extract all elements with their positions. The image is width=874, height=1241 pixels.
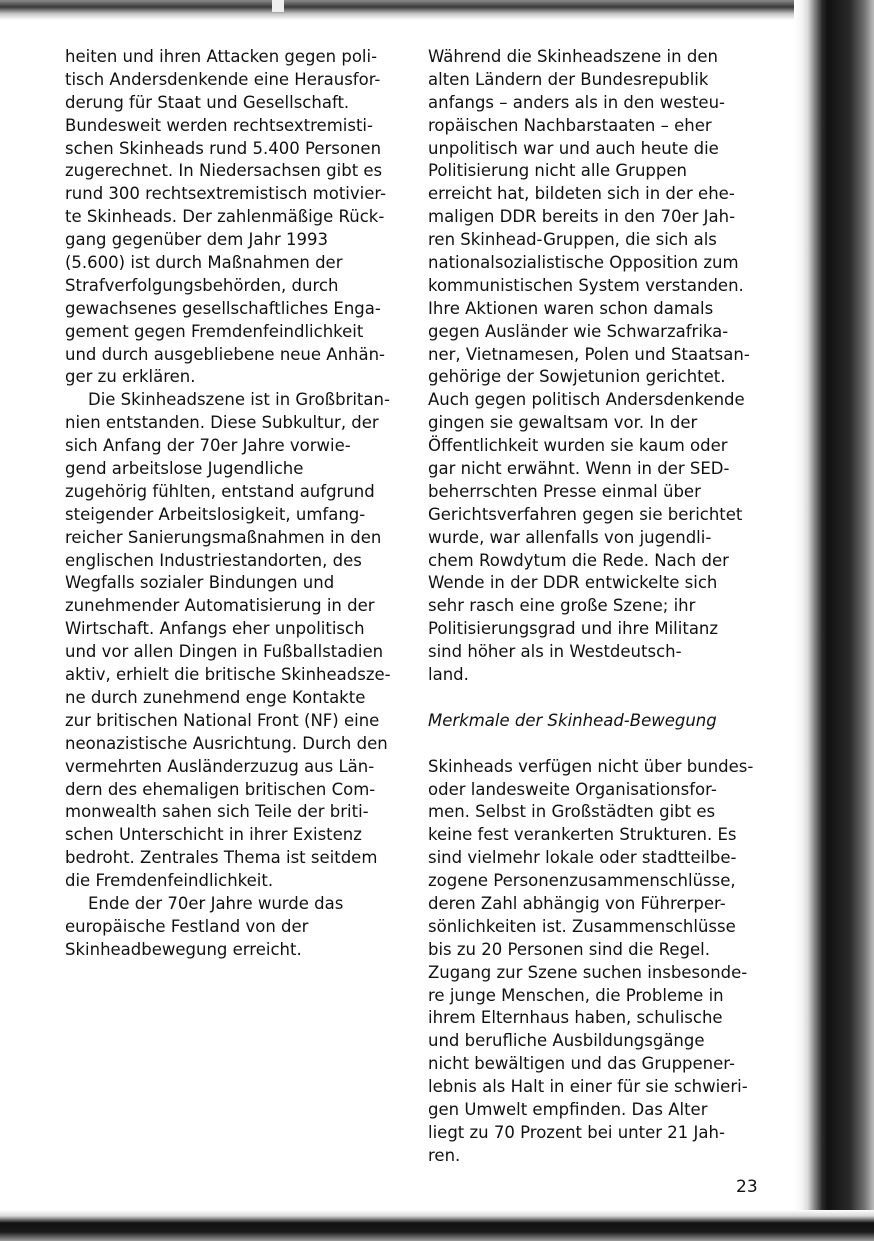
text-line: ren. [428, 1145, 461, 1165]
text-line: Wirtschaft. Anfangs eher unpolitisch [65, 619, 365, 639]
text-line: tisch Andersdenkende eine Herausfor- [65, 69, 381, 89]
text-line: gehörige der Sowjetunion gerichtet. [428, 367, 726, 387]
text-line: re junge Menschen, die Probleme in [428, 985, 724, 1005]
text-line: gen Umwelt empfinden. Das Alter [428, 1099, 708, 1119]
text-line: alten Ländern der Bundesrepublik [428, 69, 709, 89]
text-line: steigender Arbeitslosigkeit, umfang- [65, 504, 366, 524]
text-line: Politisierung nicht alle Gruppen [428, 161, 687, 181]
text-line: gar nicht erwähnt. Wenn in der SED- [428, 459, 730, 479]
text-line: rund 300 rechtsextremistisch motivier- [65, 184, 387, 204]
scan-border-bottom [0, 1210, 874, 1241]
text-line: Politisierungsgrad und ihre Militanz [428, 619, 719, 639]
text-line: ger zu erklären. [65, 367, 196, 387]
text-line: reicher Sanierungsmaßnahmen in den [65, 527, 382, 547]
text-line: vermehrten Ausländerzuzug aus Län- [65, 756, 375, 776]
text-line: schen Unterschicht in ihrer Existenz [65, 825, 362, 845]
text-line: sich Anfang der 70er Jahre vorwie- [65, 436, 351, 456]
text-line: ner, Vietnamesen, Polen und Staatsan- [428, 344, 750, 364]
text-line: ihrem Elternhaus haben, schulische [428, 1008, 723, 1028]
text-line: dern des ehemaligen britischen Com- [65, 779, 376, 799]
page-number: 23 [736, 1177, 758, 1197]
text-line: anfangs – anders als in den westeu- [428, 92, 725, 112]
text-line: kommunistischen System verstanden. [428, 275, 744, 295]
text-line: Wegfalls sozialer Bindungen und [65, 573, 335, 593]
text-line: zogene Personenzusammenschlüsse, [428, 871, 736, 891]
text-line: gewachsenes gesellschaftliches Enga- [65, 298, 381, 318]
text-line: und durch ausgebliebene neue Anhän- [65, 344, 386, 364]
text-line: Skinheads verfügen nicht über bundes- [428, 756, 754, 776]
text-line: ne durch zunehmend enge Kontakte [65, 687, 366, 707]
text-line: monwealth sahen sich Teile der briti- [65, 802, 369, 822]
left-column [65, 46, 400, 962]
blank-line [428, 733, 773, 756]
text-line: te Skinheads. Der zahlenmäßige Rück- [65, 207, 385, 227]
text-line: gegen Ausländer wie Schwarzafrika- [428, 321, 729, 341]
text-line: derung für Staat und Gesellschaft. [65, 92, 350, 112]
text-line: unpolitisch war und auch heute die [428, 138, 719, 158]
text-line: schen Skinheads rund 5.400 Personen [65, 138, 382, 158]
text-line: Die Skinheadszene ist in Großbritan- [88, 390, 390, 410]
text-line: nationalsozialistische Opposition zum [428, 253, 739, 273]
text-line: wurde, war allenfalls von jugendli- [428, 527, 712, 547]
text-line: men. Selbst in Großstädten gibt es [428, 802, 716, 822]
text-line: nicht bewältigen und das Gruppener- [428, 1054, 735, 1074]
text-line: die Fremdenfeindlichkeit. [65, 871, 274, 891]
right-column [428, 46, 773, 1168]
text-line: Während die Skinheadszene in den [428, 47, 718, 66]
text-line: Gerichtsverfahren gegen sie berichtet [428, 504, 743, 524]
text-line: maligen DDR bereits in den 70er Jah- [428, 207, 736, 227]
text-line: bis zu 20 Personen sind die Regel. [428, 939, 710, 959]
text-line: oder landesweite Organisationsfor- [428, 779, 717, 799]
text-line: gement gegen Fremdenfeindlichkeit [65, 321, 364, 341]
scan-border-right [794, 0, 874, 1241]
text-line: beherrschten Presse einmal über [428, 481, 701, 501]
text-line: deren Zahl abhängig von Führerper- [428, 893, 726, 913]
text-line: Öffentlichkeit wurden sie kaum oder [428, 436, 728, 456]
blank-line [428, 687, 773, 710]
text-line: gend arbeitslose Jugendliche [65, 459, 304, 479]
text-line: Ihre Aktionen waren schon damals [428, 298, 714, 318]
text-line: Ende der 70er Jahre wurde das [88, 893, 344, 913]
text-line: und berufliche Ausbildungsgänge [428, 1031, 705, 1051]
section-heading: Merkmale der Skinhead-Bewegung [428, 710, 717, 730]
text-line: europäische Festland von der [65, 916, 309, 936]
text-line: aktiv, erhielt die britische Skinheadsze- [65, 665, 391, 685]
text-line: heiten und ihren Attacken gegen poli- [65, 47, 378, 66]
text-line: englischen Industriestandorten, des [65, 550, 362, 570]
text-line: liegt zu 70 Prozent bei unter 21 Jah- [428, 1122, 725, 1142]
text-line: lebnis als Halt in einer für sie schwieri- [428, 1077, 748, 1097]
text-line: Bundesweit werden rechtsextremisti- [65, 115, 373, 135]
scan-border-top [0, 0, 874, 20]
text-line: (5.600) ist durch Maßnahmen der [65, 253, 343, 273]
text-line: ren Skinhead-Gruppen, die sich als [428, 230, 717, 250]
text-line: keine fest verankerten Strukturen. Es [428, 825, 737, 845]
text-line: sehr rasch eine große Szene; ihr [428, 596, 696, 616]
text-line: gang gegenüber dem Jahr 1993 [65, 230, 328, 250]
text-line: land. [428, 665, 469, 685]
text-line: chem Rowdytum die Rede. Nach der [428, 550, 729, 570]
text-line: zunehmender Automatisierung in der [65, 596, 375, 616]
text-line: sind höher als in Westdeutsch- [428, 642, 682, 662]
text-line: nien entstanden. Diese Subkultur, der [65, 413, 379, 433]
text-line: zur britischen National Front (NF) eine [65, 710, 380, 730]
text-line: neonazistische Ausrichtung. Durch den [65, 733, 388, 753]
text-line: und vor allen Dingen in Fußballstadien [65, 642, 384, 662]
text-line: bedroht. Zentrales Thema ist seitdem [65, 848, 378, 868]
text-line: erreicht hat, bildeten sich in der ehe- [428, 184, 735, 204]
text-line: ropäischen Nachbarstaaten – eher [428, 115, 712, 135]
text-line: zugerechnet. In Niedersachsen gibt es [65, 161, 383, 181]
text-line: sind vielmehr lokale oder stadtteilbe- [428, 848, 737, 868]
text-line: Zugang zur Szene suchen insbesonde- [428, 962, 748, 982]
text-line: Strafverfolgungsbehörden, durch [65, 275, 339, 295]
text-line: sönlichkeiten ist. Zusammenschlüsse [428, 916, 736, 936]
text-line: gingen sie gewaltsam vor. In der [428, 413, 698, 433]
text-line: Auch gegen politisch Andersdenkende [428, 390, 745, 410]
text-line: Wende in der DDR entwickelte sich [428, 573, 718, 593]
text-line: Skinheadbewegung erreicht. [65, 939, 302, 959]
text-line: zugehörig fühlten, entstand aufgrund [65, 481, 375, 501]
